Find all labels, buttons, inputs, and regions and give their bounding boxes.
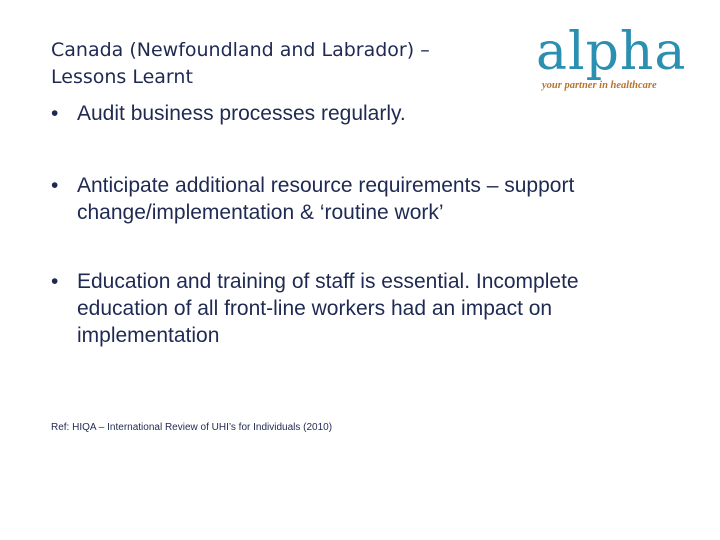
alpha-logo xyxy=(532,24,692,96)
reference-note: Ref: HIQA – International Review of UHI’s for Individuals (2010) xyxy=(51,422,333,433)
slide-title-line-2: Lessons Learnt xyxy=(51,66,193,88)
bullet-item-2 xyxy=(51,172,671,226)
slide-title xyxy=(51,37,501,91)
bullet-item-1 xyxy=(51,100,491,127)
logo-tagline: your partner in healthcare xyxy=(542,80,657,91)
bullet-dot-icon: • xyxy=(51,270,59,293)
bullet-text-3: Education and training of staff is essential. Incomplete education of all front-line workers had an impact on implementation xyxy=(77,270,579,347)
bullet-text-2: Anticipate additional resource requirements – support change/implementation & ‘routine work’ xyxy=(77,174,575,224)
bullet-text-1: Audit business processes regularly. xyxy=(77,102,406,125)
bullet-item-3 xyxy=(51,268,671,349)
slide-title-line-1: Canada (Newfoundland and Labrador) – xyxy=(51,39,430,61)
logo-wordmark: alpha xyxy=(536,22,687,82)
bullet-dot-icon: • xyxy=(51,102,59,125)
bullet-dot-icon: • xyxy=(51,174,59,197)
